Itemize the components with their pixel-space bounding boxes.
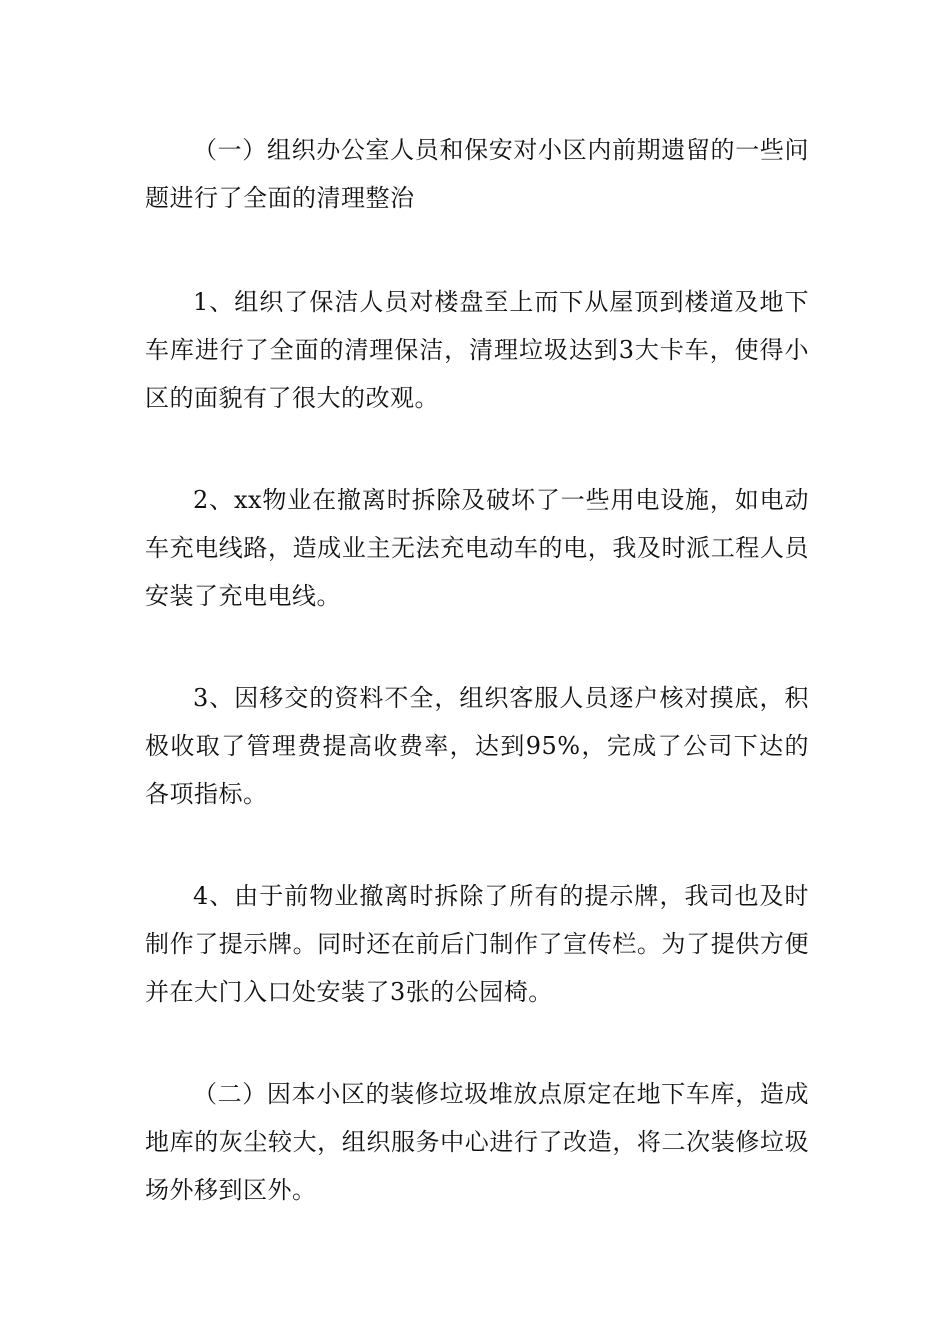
body-paragraph: 2、xx物业在撤离时拆除及破坏了一些用电设施，如电动车充电线路，造成业主无法充电动车的电，我及时派工程人员安装了充电电线。 xyxy=(145,486,809,610)
section-heading-paragraph: （二）因本小区的装修垃圾堆放点原定在地下车库，造成地库的灰尘较大，组织服务中心进行了改造，将二次装修垃圾场外移到区外。 xyxy=(145,1080,809,1204)
body-paragraph: 4、由于前物业撤离时拆除了所有的提示牌，我司也及时制作了提示牌。同时还在前后门制作了宣传栏。为了提供方便并在大门入口处安装了3张的公园椅。 xyxy=(145,882,809,1006)
body-paragraph: 1、组织了保洁人员对楼盘至上而下从屋顶到楼道及地下车库进行了全面的清理保洁，清理垃圾达到3大卡车，使得小区的面貌有了很大的改观。 xyxy=(145,288,809,412)
body-paragraph: 3、因移交的资料不全，组织客服人员逐户核对摸底，积极收取了管理费提高收费率，达到95%，完成了公司下达的各项指标。 xyxy=(145,684,809,808)
section-heading-paragraph: （一）组织办公室人员和保安对小区内前期遗留的一些问题进行了全面的清理整治 xyxy=(145,136,809,212)
